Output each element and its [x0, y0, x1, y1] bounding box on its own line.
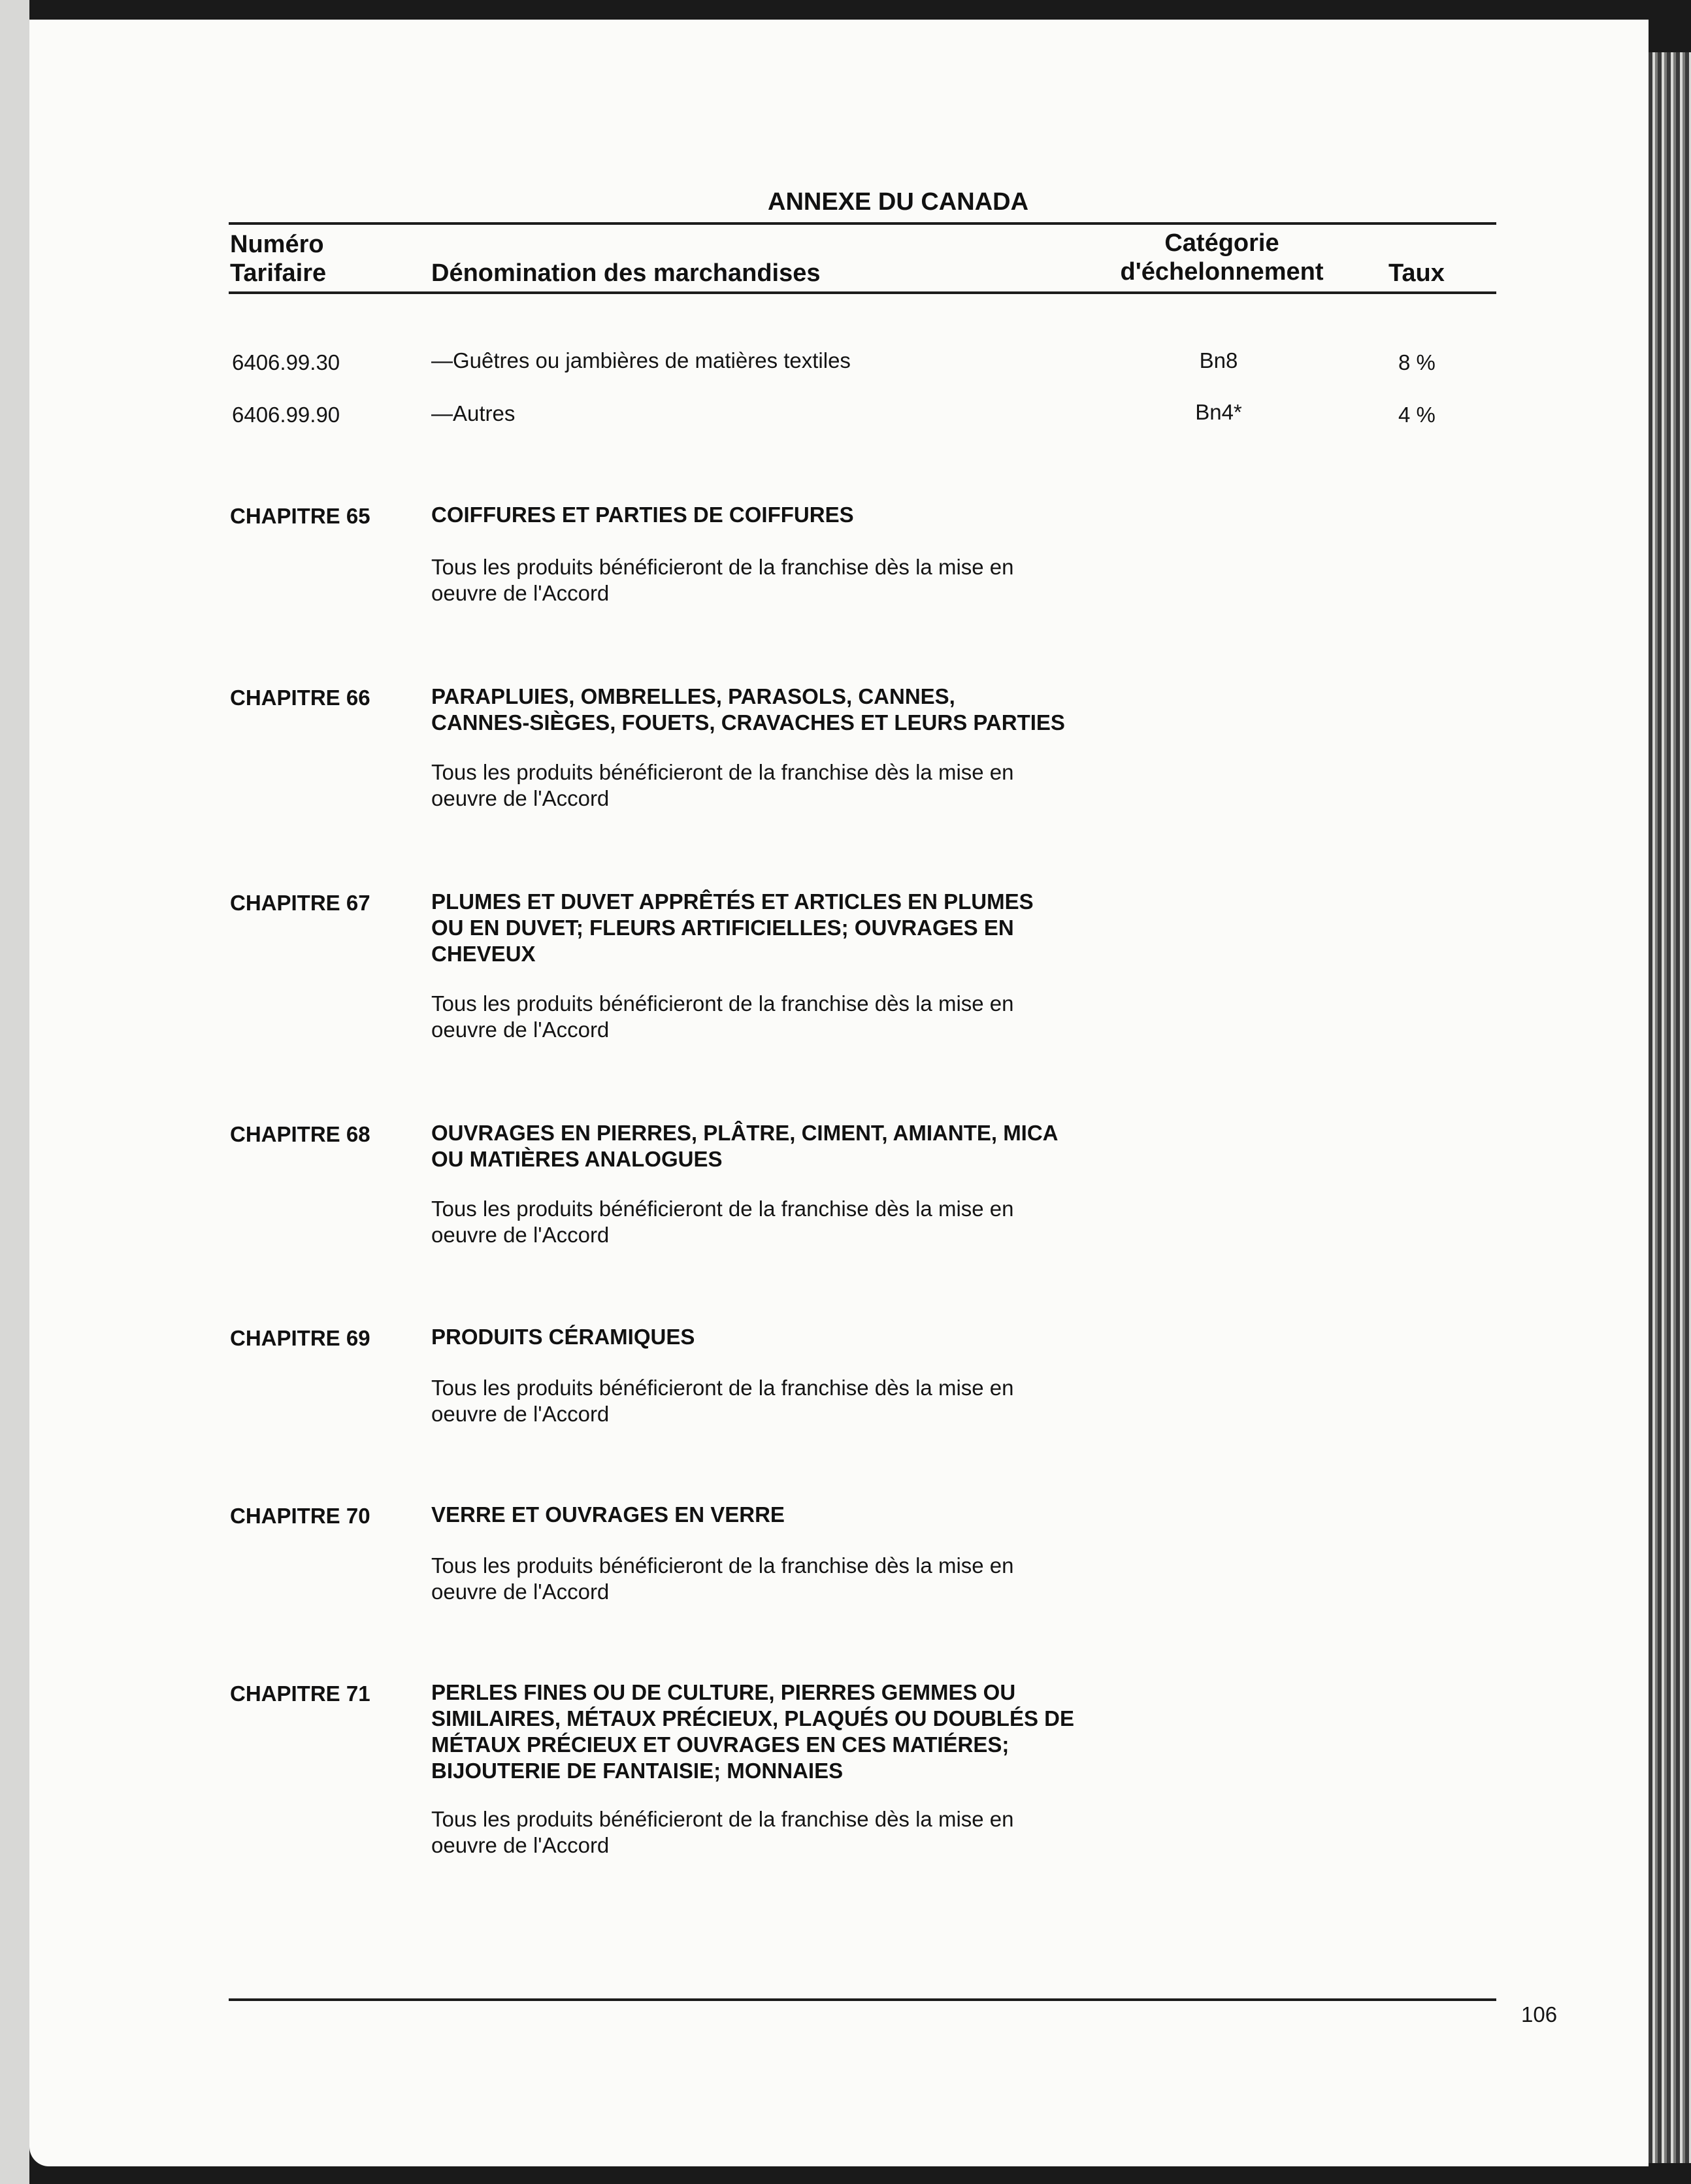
scan-left-edge [0, 0, 29, 2184]
chapter-label: CHAPITRE 66 [230, 686, 370, 710]
header-category-line2: d'échelonnement [1120, 258, 1324, 286]
chapter-label: CHAPITRE 71 [230, 1681, 370, 1706]
chapter-label: CHAPITRE 65 [230, 504, 370, 528]
header-rate: Taux [1388, 259, 1445, 287]
chapter-label: CHAPITRE 69 [230, 1326, 370, 1350]
row-description: —Autres [431, 401, 516, 425]
chapter-note-line: Tous les produits bénéficieront de la franchise dès la mise en [431, 1553, 1014, 1578]
chapter-title [431, 1679, 1074, 1784]
chapter-note-line: Tous les produits bénéficieront de la franchise dès la mise en [431, 1807, 1014, 1831]
header-tariff-number [230, 230, 326, 288]
chapter-note [431, 1375, 1014, 1427]
chapter-label: CHAPITRE 68 [230, 1122, 370, 1146]
row-rate: 8 % [1398, 350, 1436, 374]
header-bottom-rule [229, 291, 1496, 294]
chapter-title-line: OU MATIÈRES ANALOGUES [431, 1147, 723, 1171]
chapter-title-line: COIFFURES ET PARTIES DE COIFFURES [431, 503, 854, 527]
chapter-note-line: oeuvre de l'Accord [431, 1580, 610, 1604]
row-code: 6406.99.90 [232, 403, 340, 427]
page-number: 106 [1521, 2002, 1558, 2027]
chapter-note-line: Tous les produits bénéficieront de la franchise dès la mise en [431, 760, 1014, 784]
row-rate: 4 % [1398, 403, 1436, 427]
chapter-title-line: CANNES-SIÈGES, FOUETS, CRAVACHES ET LEURS PARTIES [431, 710, 1065, 735]
chapter-note-line: oeuvre de l'Accord [431, 786, 610, 810]
chapter-note-line: oeuvre de l'Accord [431, 1018, 610, 1042]
chapter-title-line: OU EN DUVET; FLEURS ARTIFICIELLES; OUVRAGES EN [431, 916, 1014, 940]
footer-rule [229, 1998, 1496, 2001]
chapter-title [431, 502, 854, 528]
header-description: Dénomination des marchandises [431, 259, 821, 287]
chapter-title [431, 1324, 695, 1350]
chapter-note-line: oeuvre de l'Accord [431, 1402, 610, 1426]
chapter-title-line: VERRE ET OUVRAGES EN VERRE [431, 1502, 785, 1527]
chapter-note [431, 1196, 1014, 1248]
chapter-note-line: Tous les produits bénéficieront de la franchise dès la mise en [431, 1376, 1014, 1400]
chapter-title-line: CHEVEUX [431, 942, 536, 966]
chapter-label: CHAPITRE 70 [230, 1504, 370, 1528]
chapter-note-line: Tous les produits bénéficieront de la franchise dès la mise en [431, 991, 1014, 1016]
chapter-label: CHAPITRE 67 [230, 891, 370, 915]
chapter-note-line: oeuvre de l'Accord [431, 1833, 610, 1857]
chapter-note [431, 1806, 1014, 1859]
header-category-line1: Catégorie [1164, 229, 1279, 257]
chapter-title-line: PLUMES ET DUVET APPRÊTÉS ET ARTICLES EN PLUMES [431, 889, 1034, 914]
chapter-title-line: OUVRAGES EN PIERRES, PLÂTRE, CIMENT, AMIANTE, MICA [431, 1121, 1059, 1145]
chapter-title [431, 889, 1034, 967]
chapter-note [431, 991, 1014, 1043]
header-category [1098, 229, 1346, 286]
chapter-note-line: oeuvre de l'Accord [431, 1223, 610, 1247]
chapter-title-line: MÉTAUX PRÉCIEUX ET OUVRAGES EN CES MATIÉRES; [431, 1732, 1010, 1757]
scan-binding-edge [1649, 52, 1691, 2163]
row-code: 6406.99.30 [232, 350, 340, 374]
chapter-title [431, 1120, 1059, 1172]
chapter-title-line: PARAPLUIES, OMBRELLES, PARASOLS, CANNES, [431, 684, 955, 708]
header-top-rule [229, 222, 1496, 225]
chapter-title-line: PRODUITS CÉRAMIQUES [431, 1325, 695, 1349]
chapter-title [431, 684, 1065, 736]
row-category: Bn8 [1199, 348, 1238, 372]
chapter-title-line: BIJOUTERIE DE FANTAISIE; MONNAIES [431, 1759, 844, 1783]
chapter-note-line: oeuvre de l'Accord [431, 581, 610, 605]
chapter-title-line: PERLES FINES OU DE CULTURE, PIERRES GEMMES OU [431, 1680, 1016, 1704]
chapter-note [431, 759, 1014, 812]
chapter-note-line: Tous les produits bénéficieront de la franchise dès la mise en [431, 555, 1014, 579]
row-description: —Guêtres ou jambières de matières textiles [431, 348, 851, 372]
chapter-title-line: SIMILAIRES, MÉTAUX PRÉCIEUX, PLAQUÉS OU DOUBLÉS DE [431, 1706, 1074, 1730]
header-tariff-line2: Tarifaire [230, 259, 327, 287]
header-tariff-line1: Numéro [230, 231, 324, 258]
chapter-note [431, 1553, 1014, 1605]
chapter-note-line: Tous les produits bénéficieront de la franchise dès la mise en [431, 1197, 1014, 1221]
chapter-note [431, 554, 1014, 606]
row-category: Bn4* [1195, 400, 1242, 424]
chapter-title [431, 1502, 785, 1528]
document-title: ANNEXE DU CANADA [768, 188, 1029, 216]
